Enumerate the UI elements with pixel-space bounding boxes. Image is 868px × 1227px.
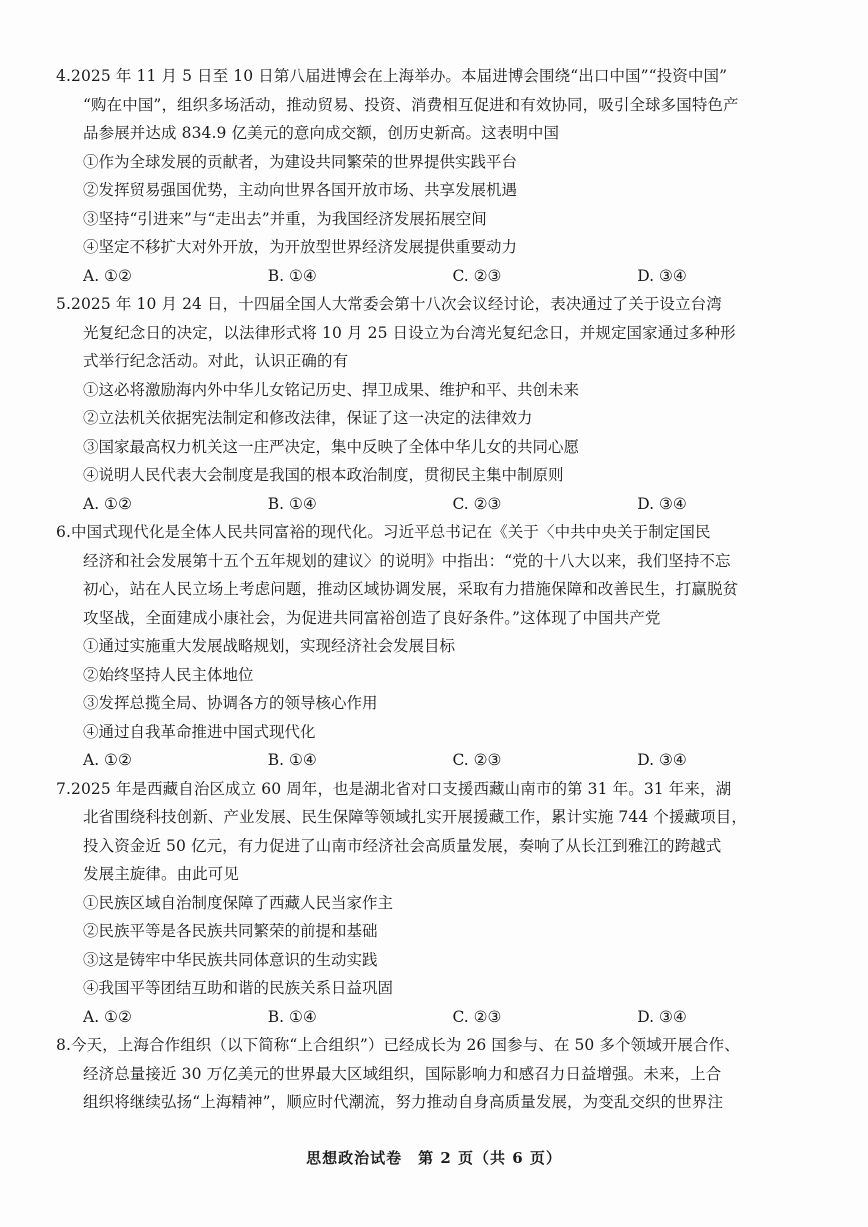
statement-2: ②民族平等是各民族共同繁荣的前提和基础 xyxy=(83,922,378,940)
question-stem-line: 品参展并达成 834.9 亿美元的意向成交额，创历史新高。这表明中国 xyxy=(83,124,560,142)
statement-4: ④我国平等团结互助和谐的民族关系日益巩固 xyxy=(83,979,394,997)
question-stem-line: 组织将继续弘扬“上海精神”，顺应时代潮流，努力推动自身高质量发展，为变乱交织的世界注 xyxy=(83,1093,724,1111)
choice-b: B. ①④ xyxy=(267,1007,317,1026)
statement-1: ①通过实施重大发展战略规划，实现经济社会发展目标 xyxy=(83,637,456,655)
statement-3: ③这是铸牢中华民族共同体意识的生动实践 xyxy=(83,950,378,969)
question-stem-line: 光复纪念日的决定，以法律形式将 10 月 25 日设立为台湾光复纪念日，并规定国家通过多种形 xyxy=(83,323,736,342)
answer-choices xyxy=(56,490,822,519)
choice-a: A. ①② xyxy=(83,751,132,769)
statement-2: ②立法机关依据宪法制定和修改法律，保证了这一决定的法律效力 xyxy=(83,409,533,427)
choice-a: A. ①② xyxy=(83,1007,132,1026)
question-stem-line: 攻坚战，全面建成小康社会，为促进共同富裕创造了良好条件。”这体现了中国共产党 xyxy=(83,608,661,627)
statement-2: ②始终坚持人民主体地位 xyxy=(83,665,254,684)
choice-a: A. ①② xyxy=(83,266,132,285)
choice-d: D. ③④ xyxy=(637,494,687,513)
question-6 xyxy=(56,518,822,775)
answer-choices xyxy=(56,1003,822,1032)
question-stem-line: 6.中国式现代化是全体人民共同富裕的现代化。习近平总书记在《关于〈中共中央关于制定国民 xyxy=(56,523,711,541)
statement-4: ④通过自我革命推进中国式现代化 xyxy=(83,722,316,741)
questions-area xyxy=(56,62,822,1117)
choice-c: C. ②③ xyxy=(452,494,502,513)
question-stem-line: 式举行纪念活动。对此，认识正确的有 xyxy=(83,352,349,370)
answer-choices xyxy=(56,746,822,775)
choice-b: B. ①④ xyxy=(267,494,317,513)
choice-c: C. ②③ xyxy=(452,751,502,769)
question-stem-line: 初心，站在人民立场上考虑问题，推动区域协调发展，采取有力措施保障和改善民生，打赢脱贫 xyxy=(83,580,739,598)
question-stem-line: 经济总量接近 30 万亿美元的世界最大区域组织，国际影响力和感召力日益增强。未来，上合 xyxy=(83,1064,722,1083)
page-footer: 思想政治试卷 第 2 页（共 6 页） xyxy=(306,1149,562,1167)
choice-d: D. ③④ xyxy=(637,266,687,285)
question-stem-line: “购在中国”，组织多场活动，推动贸易、投资、消费相互促进和有效协同，吸引全球多国特色产 xyxy=(83,95,739,114)
choice-b: B. ①④ xyxy=(267,751,317,769)
statement-3: ③坚持“引进来”与“走出去”并重，为我国经济发展拓展空间 xyxy=(83,209,487,228)
statement-4: ④坚定不移扩大对外开放，为开放型世界经济发展提供重要动力 xyxy=(83,238,518,256)
question-stem-line: 7.2025 年是西藏自治区成立 60 周年，也是湖北省对口支援西藏山南市的第 31 年。31 年来，湖 xyxy=(56,779,732,798)
question-stem-line: 5.2025 年 10 月 24 日，十四届全国人大常委会第十八次会议经讨论，表决通过了关于设立台湾 xyxy=(56,295,722,313)
question-stem-line: 经济和社会发展第十五个五年规划的建议〉的说明》中指出：“党的十八大以来，我们坚持不忘 xyxy=(83,551,731,570)
choice-d: D. ③④ xyxy=(637,1007,687,1026)
question-5 xyxy=(56,290,822,518)
statement-3: ③国家最高权力机关这一庄严决定，集中反映了全体中华儿女的共同心愿 xyxy=(83,437,580,456)
question-stem-line: 4.2025 年 11 月 5 日至 10 日第八届进博会在上海举办。本届进博会围绕“出口中国”“投资中国” xyxy=(56,67,728,85)
question-8 xyxy=(56,1031,822,1117)
choice-c: C. ②③ xyxy=(452,266,502,285)
question-4 xyxy=(56,62,822,290)
statement-3: ③发挥总揽全局、协调各方的领导核心作用 xyxy=(83,694,378,712)
question-7 xyxy=(56,775,822,1032)
question-stem-line: 8.今天，上海合作组织（以下简称“上合组织”）已经成长为 26 国参与、在 50 多个领域开展合作、 xyxy=(56,1036,740,1054)
question-stem-line: 北省围绕科技创新、产业发展、民生保障等领域扎实开展援藏工作，累计实施 744 个援藏项目， xyxy=(83,808,747,826)
choice-d: D. ③④ xyxy=(637,751,687,769)
question-stem-line: 投入资金近 50 亿元，有力促进了山南市经济社会高质量发展，奏响了从长江到雅江的跨越式 xyxy=(83,836,722,855)
choice-b: B. ①④ xyxy=(267,266,317,285)
statement-1: ①作为全球发展的贡献者，为建设共同繁荣的世界提供实践平台 xyxy=(83,152,518,171)
choice-c: C. ②③ xyxy=(452,1007,502,1026)
question-stem-line: 发展主旋律。由此可见 xyxy=(83,865,240,883)
statement-4: ④说明人民代表大会制度是我国的根本政治制度，贯彻民主集中制原则 xyxy=(83,466,564,484)
statement-2: ②发挥贸易强国优势，主动向世界各国开放市场、共享发展机遇 xyxy=(83,181,518,199)
statement-1: ①民族区域自治制度保障了西藏人民当家作主 xyxy=(83,893,394,912)
answer-choices xyxy=(56,262,822,291)
statement-1: ①这必将激励海内外中华儿女铭记历史、捍卫成果、维护和平、共创未来 xyxy=(83,380,580,399)
choice-a: A. ①② xyxy=(83,494,132,513)
